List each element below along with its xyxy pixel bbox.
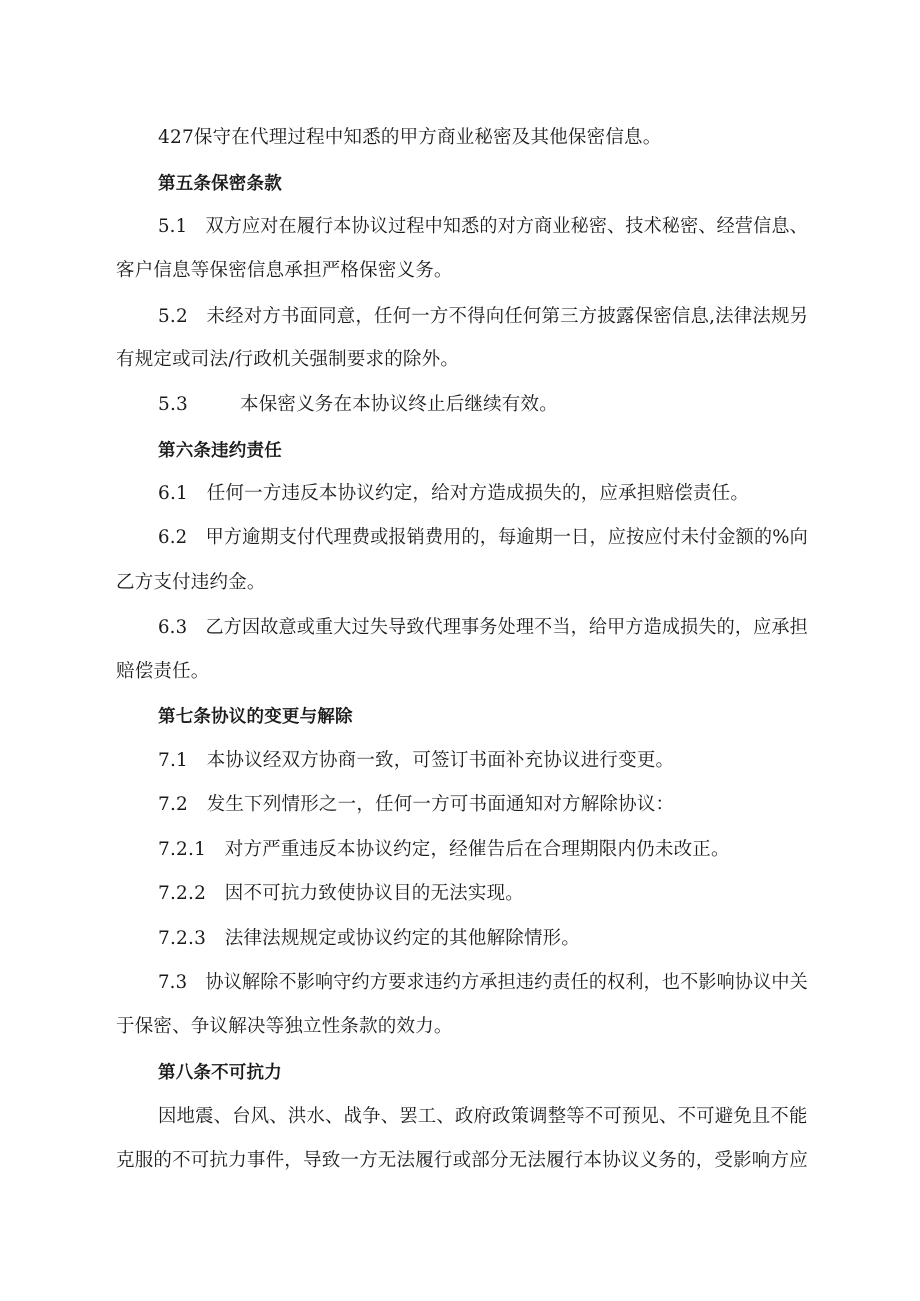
paragraph-line: 7.2.2 因不可抗力致使协议目的无法实现。 <box>158 883 524 904</box>
paragraph-line: 7.1 本协议经双方协商一致，可签订书面补充协议进行变更。 <box>158 750 675 771</box>
paragraph-line: 6.1 任何一方违反本协议约定，给对方造成损失的，应承担赔偿责任。 <box>158 483 750 504</box>
paragraph-line: 因地震、台风、洪水、战争、罢工、政府政策调整等不可预见、不可避免且不能 <box>158 1106 808 1127</box>
clause-number: 5.3 <box>158 394 189 415</box>
paragraph-line: 427保守在代理过程中知悉的甲方商业秘密及其他保密信息。 <box>158 127 662 148</box>
paragraph-line: 7.2.1 对方严重违反本协议约定，经催告后在合理期限内仍未改正。 <box>158 839 730 860</box>
section-heading: 第七条协议的变更与解除 <box>158 707 353 727</box>
paragraph-line: 克服的不可抗力事件，导致一方无法履行或部分无法履行本协议义务的，受影响方应 <box>116 1150 808 1171</box>
paragraph-line: 7.2.3 法律法规规定或协议约定的其他解除情形。 <box>158 928 581 949</box>
paragraph-line: 6.2 甲方逾期支付代理费或报销费用的，每逾期一日，应按应付未付金额的%向 <box>158 527 808 548</box>
paragraph-line: 6.3 乙方因故意或重大过失导致代理事务处理不当，给甲方造成损失的，应承担 <box>158 617 808 638</box>
paragraph-line: 本保密义务在本协议终止后继续有效。 <box>240 394 558 415</box>
section-heading: 第五条保密条款 <box>158 174 282 194</box>
paragraph-line: 有规定或司法/行政机关强制要求的除外。 <box>116 349 460 370</box>
paragraph-line: 于保密、争议解决等独立性条款的效力。 <box>116 1016 453 1037</box>
paragraph-line: 乙方支付违约金。 <box>116 572 266 593</box>
section-heading: 第八条不可抗力 <box>158 1063 282 1083</box>
paragraph-line: 赔偿责任。 <box>116 661 210 682</box>
paragraph-line: 7.3 协议解除不影响守约方要求违约方承担违约责任的权利，也不影响协议中关 <box>158 972 808 993</box>
section-heading: 第六条违约责任 <box>158 441 282 461</box>
paragraph-line: 5.1 双方应对在履行本协议过程中知悉的对方商业秘密、技术秘密、经营信息、 <box>158 216 808 237</box>
paragraph-line: 5.2 未经对方书面同意，任何一方不得向任何第三方披露保密信息,法律法规另 <box>158 306 809 327</box>
paragraph-line: 客户信息等保密信息承担严格保密义务。 <box>116 260 453 281</box>
paragraph-line: 7.2 发生下列情形之一，任何一方可书面通知对方解除协议： <box>158 794 675 815</box>
